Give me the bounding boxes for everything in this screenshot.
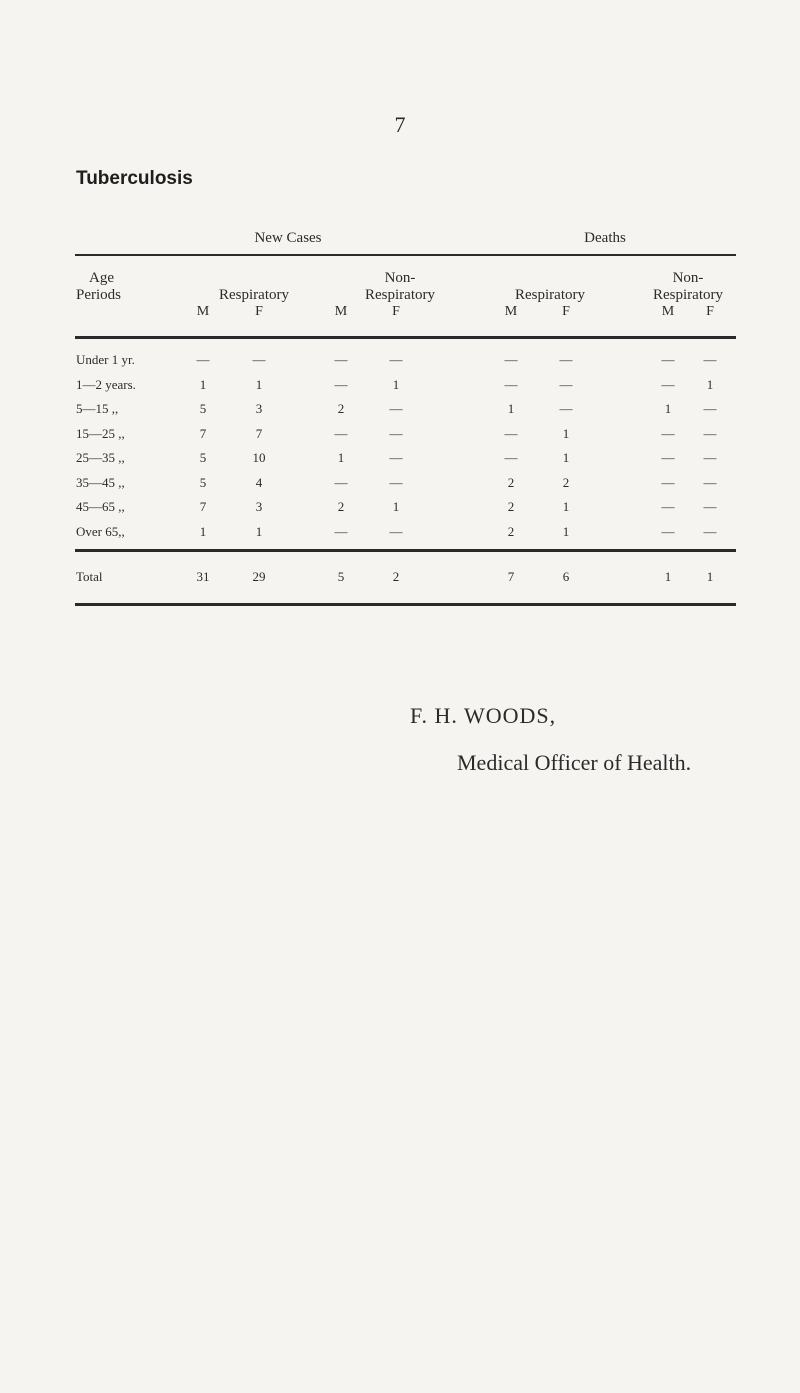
table-cell: — (703, 352, 717, 367)
table-cell: 1 (392, 499, 400, 514)
table-cell: 2 (337, 499, 345, 514)
sex-label: M (196, 304, 210, 319)
signature-name: F. H. WOODS, (410, 703, 557, 728)
subheader-new-respiratory (194, 270, 314, 304)
total-cell: 31 (196, 569, 210, 584)
table-cell: 5 (199, 474, 207, 490)
subheader-line-2: Respiratory (219, 287, 289, 303)
header-rule (75, 254, 736, 256)
table-cell: 2 (507, 474, 515, 490)
group-header-new-cases: New Cases (254, 230, 322, 246)
table-cell: — (389, 474, 403, 490)
sex-label: M (661, 304, 675, 319)
total-cell: 2 (392, 569, 400, 584)
table-cell: — (661, 474, 675, 490)
page-number: 7 (394, 112, 406, 137)
table-cell: 1 (255, 523, 263, 539)
table-cell: 1 (706, 376, 714, 392)
table-cell: 5 (199, 450, 207, 465)
age-period: 25—35 ,, (76, 450, 125, 465)
table-cell: 1 (562, 499, 570, 514)
table-cell: 7 (255, 425, 263, 441)
table-cell: — (389, 523, 403, 539)
table-cell: 1 (392, 376, 400, 392)
table-cell: 7 (199, 499, 207, 514)
group-header-deaths: Deaths (584, 230, 626, 246)
signature-title: Medical Officer of Health. (457, 750, 692, 775)
subheader-line-1 (490, 270, 610, 287)
total-cell: 1 (706, 569, 714, 584)
table-cell: 1 (337, 450, 345, 465)
table-cell: — (334, 523, 348, 539)
table-cell: 4 (255, 474, 263, 490)
subheader-line-2: Respiratory (365, 287, 435, 303)
table-cell: — (252, 352, 266, 367)
table-cell: — (504, 352, 518, 367)
table-cell: — (703, 401, 717, 416)
table-cell: 1 (507, 401, 515, 416)
table-cell: 2 (507, 499, 515, 514)
table-cell: — (334, 376, 348, 392)
table-cell: 1 (255, 376, 263, 392)
subheader-line-2: Respiratory (653, 287, 723, 303)
table-cell: — (661, 376, 675, 392)
table-cell: — (389, 450, 403, 465)
subheader-new-non-respiratory (340, 270, 460, 304)
sex-label: F (706, 304, 714, 319)
table-cell: — (661, 425, 675, 441)
total-cell: 6 (562, 569, 570, 584)
total-cell: 7 (507, 569, 515, 584)
sex-label: M (334, 304, 348, 319)
table-cell: — (703, 499, 717, 514)
age-header-line-1: Age (89, 270, 114, 286)
total-cell: 29 (252, 569, 266, 584)
table-cell: 1 (562, 450, 570, 465)
subheader-line-1: Non- (384, 270, 416, 286)
age-period: 1—2 years. (76, 376, 136, 392)
table-cell: 2 (337, 401, 345, 416)
table-cell: 1 (199, 523, 207, 539)
subheader-deaths-respiratory (490, 270, 610, 304)
table-cell: — (389, 401, 403, 416)
table-cell: 10 (252, 450, 266, 465)
total-cell: 5 (337, 569, 345, 584)
table-cell: 1 (199, 376, 207, 392)
total-label: Total (76, 569, 103, 584)
table-cell: — (559, 401, 573, 416)
section-heading: Tuberculosis (76, 168, 193, 189)
table-cell: — (334, 352, 348, 367)
table-cell: — (504, 376, 518, 392)
table-cell: — (661, 352, 675, 367)
table-cell: — (703, 474, 717, 490)
table-cell: — (559, 376, 573, 392)
table-cell: — (661, 499, 675, 514)
table-cell: — (661, 450, 675, 465)
age-period: Under 1 yr. (76, 352, 135, 367)
table-cell: — (196, 352, 210, 367)
table-cell: 3 (255, 401, 263, 416)
subheader-line-1: Non- (672, 270, 704, 286)
subheader-deaths-non-respiratory (628, 270, 748, 304)
age-period: 15—25 ,, (76, 425, 125, 441)
sex-label: M (504, 304, 518, 319)
table-cell: 5 (199, 401, 207, 416)
table-cell: 2 (562, 474, 570, 490)
table-cell: 1 (562, 523, 570, 539)
table-cell: — (334, 425, 348, 441)
table-cell: — (504, 450, 518, 465)
table-cell: — (334, 474, 348, 490)
subheader-line-2: Respiratory (515, 287, 585, 303)
header-bottom-rule (75, 336, 736, 339)
sex-label: F (562, 304, 570, 319)
age-period: 5—15 ,, (76, 401, 119, 416)
table-cell: 3 (255, 499, 263, 514)
sex-label: F (392, 304, 400, 319)
table-cell: 1 (562, 425, 570, 441)
total-cell: 1 (664, 569, 672, 584)
table-cell: — (661, 523, 675, 539)
table-cell: 2 (507, 523, 515, 539)
sex-label: F (255, 304, 263, 319)
subheader-line-1 (194, 270, 314, 287)
age-period: Over 65,, (76, 523, 125, 539)
table-cell: — (703, 450, 717, 465)
total-top-rule (75, 549, 736, 552)
table-cell: — (389, 425, 403, 441)
table-cell: — (703, 523, 717, 539)
age-period: 45—65 ,, (76, 499, 125, 514)
table-cell: — (389, 352, 403, 367)
age-period: 35—45 ,, (76, 474, 125, 490)
table-cell: 1 (664, 401, 672, 416)
table-cell: — (559, 352, 573, 367)
age-header-line-2: Periods (76, 287, 121, 303)
table-cell: — (703, 425, 717, 441)
table-cell: 7 (199, 425, 207, 441)
table-cell: — (504, 425, 518, 441)
age-header (76, 270, 121, 304)
table-bottom-rule (75, 603, 736, 606)
